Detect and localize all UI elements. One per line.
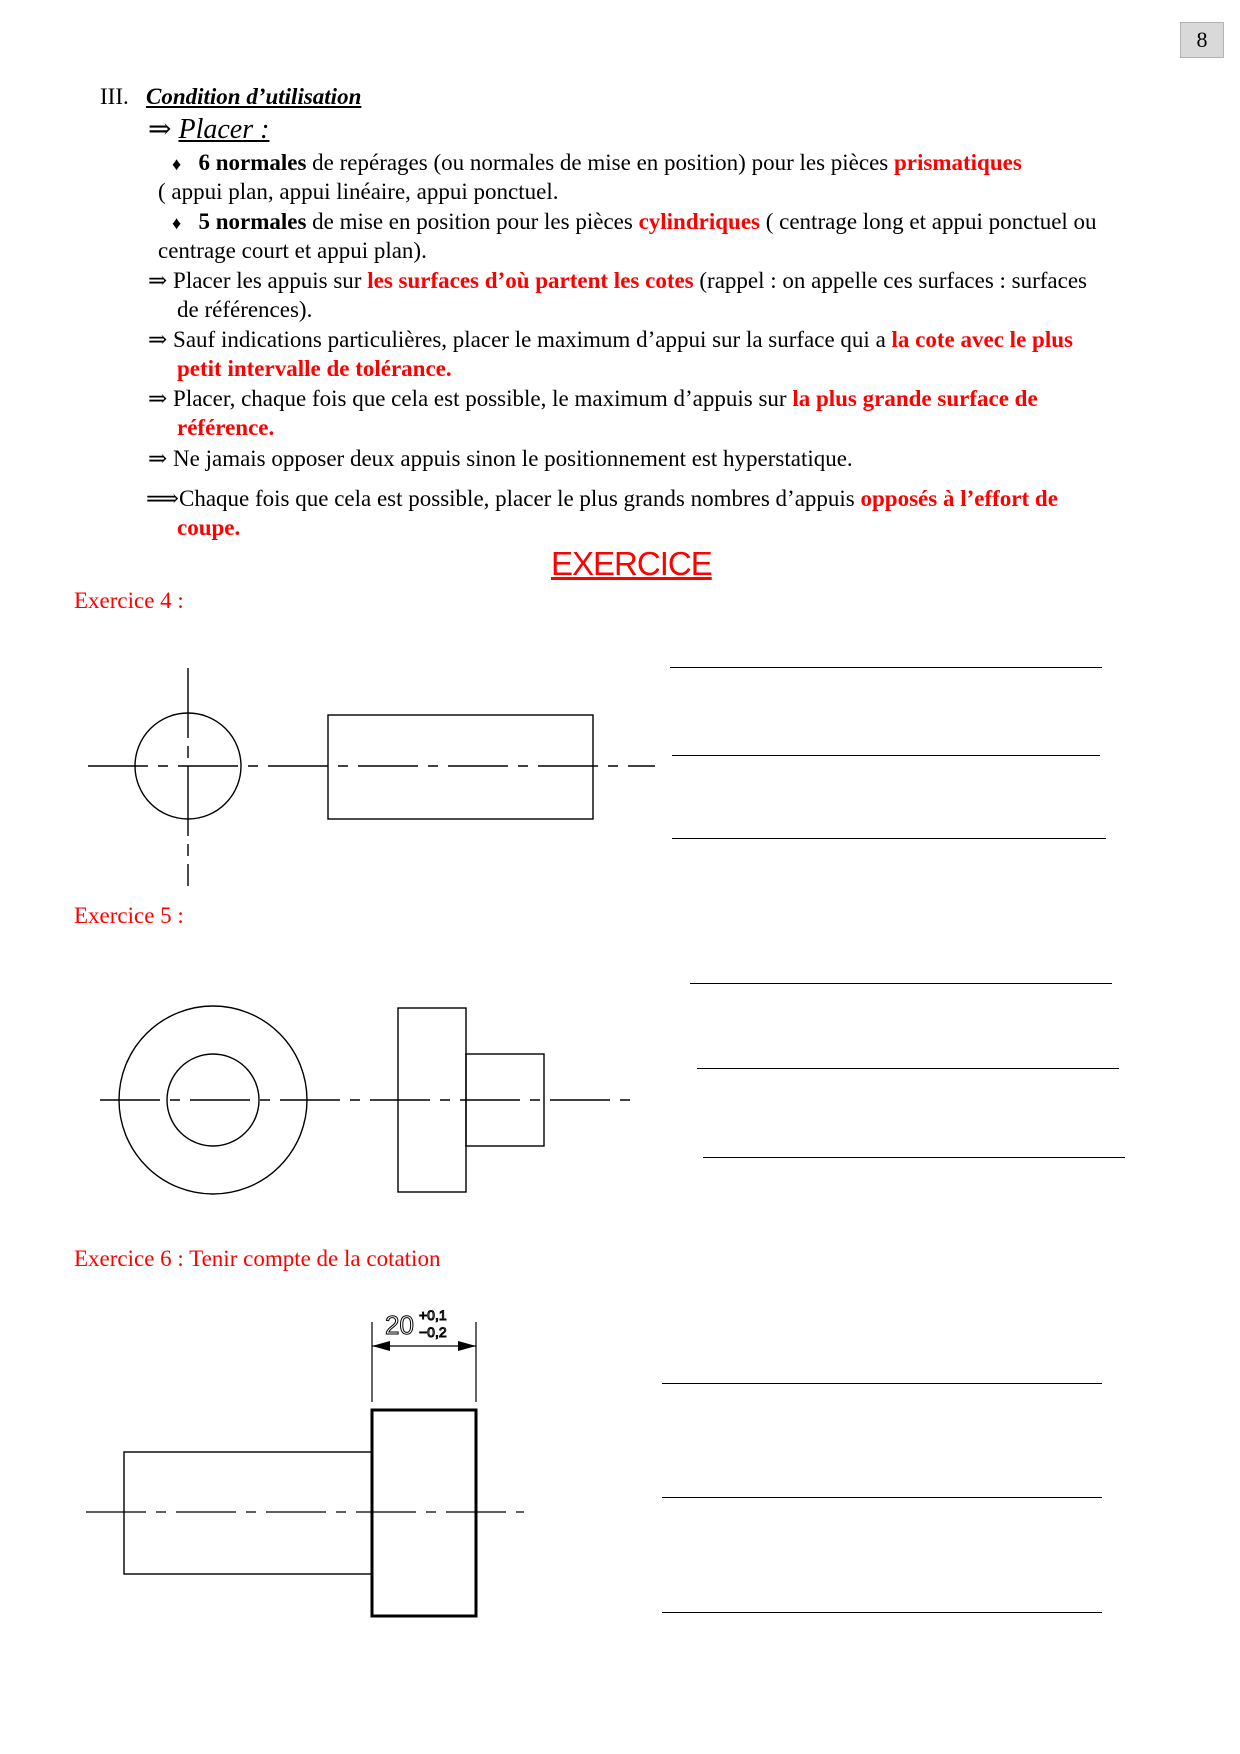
bullet-2-line-2: centrage court et appui plan). [158, 238, 427, 263]
diamond-icon: ♦ [172, 154, 182, 174]
bullet-2-bold: 5 normales [198, 209, 307, 234]
rule-5-line-2: coupe. [177, 515, 241, 540]
bullet-2-text: de mise en position pour les pièces [306, 209, 639, 234]
dimension-upper-tolerance: +0,1 [419, 1307, 447, 1323]
implies-arrow-icon: ⇒ [148, 386, 168, 411]
implies-arrow-icon: ⇒ [148, 268, 168, 293]
implies-arrow-icon: ⇒ [148, 327, 168, 352]
answer-line[interactable] [662, 1612, 1102, 1613]
bullet-1-red: prismatiques [894, 150, 1022, 175]
answer-line[interactable] [703, 1157, 1125, 1158]
bullet-1-bold: 6 normales [198, 150, 307, 175]
answer-line[interactable] [690, 983, 1112, 984]
section-numeral: III. [100, 84, 129, 109]
rule-1-pre: Placer les appuis sur [167, 268, 368, 293]
exercice-heading: EXERCICE [551, 545, 712, 582]
rule-1-line-2: de références). [177, 297, 313, 322]
shaft-body [124, 1452, 372, 1574]
head-body [372, 1410, 476, 1616]
rule-2-line-2: petit intervalle de tolérance. [177, 356, 452, 381]
rule-5-red: opposés à l’effort de [860, 486, 1058, 511]
exercice-5-label: Exercice 5 : [74, 903, 184, 928]
answer-line[interactable] [672, 755, 1100, 756]
bullet-2-red: cylindriques [638, 209, 760, 234]
answer-line[interactable] [670, 667, 1102, 668]
exercice-6-label: Exercice 6 : Tenir compte de la cotation [74, 1246, 441, 1271]
implies-arrow-icon: ⇒ [148, 446, 168, 471]
bullet-1-text: de repérages (ou normales de mise en position) pour les pièces [306, 150, 894, 175]
rule-3-pre: Placer, chaque fois que cela est possible, le maximum d’appuis sur [167, 386, 793, 411]
bullet-2-after: ( centrage long et appui ponctuel ou [759, 209, 1097, 234]
placer-label: Placer : [178, 114, 270, 145]
dimension-lower-tolerance: −0,2 [419, 1324, 447, 1340]
rule-1-red: les surfaces d’où partent les cotes [367, 268, 694, 293]
answer-line[interactable] [672, 838, 1106, 839]
rule-2-red: la cote avec le plus [891, 327, 1073, 352]
rule-3-line-2: référence. [177, 415, 275, 440]
rule-3-red: la plus grande surface de [792, 386, 1038, 411]
answer-line[interactable] [697, 1068, 1119, 1069]
long-implies-arrow-icon: ⟹ [146, 486, 179, 511]
implies-arrow-icon: ⇒ [148, 114, 172, 145]
answer-line[interactable] [662, 1497, 1102, 1498]
exercice-4-label: Exercice 4 : [74, 588, 184, 613]
rule-1-post: (rappel : on appelle ces surfaces : surfaces [693, 268, 1088, 293]
dimension-arrow-left-icon [372, 1341, 390, 1351]
page-number: 8 [1180, 22, 1224, 58]
diamond-icon: ♦ [172, 213, 182, 233]
section-title: Condition d’utilisation [145, 84, 362, 109]
rule-4-pre: Ne jamais opposer deux appuis sinon le positionnement est hyperstatique. [167, 446, 853, 471]
rule-2-pre: Sauf indications particulières, placer le maximum d’appui sur la surface qui a [167, 327, 892, 352]
answer-line[interactable] [662, 1383, 1102, 1384]
bullet-1-line-2: ( appui plan, appui linéaire, appui ponctuel. [158, 179, 559, 204]
dimension-arrow-right-icon [458, 1341, 476, 1351]
rule-5-pre: Chaque fois que cela est possible, placer le plus grands nombres d’appuis [178, 486, 861, 511]
dimension-nominal: 20 [385, 1310, 414, 1340]
